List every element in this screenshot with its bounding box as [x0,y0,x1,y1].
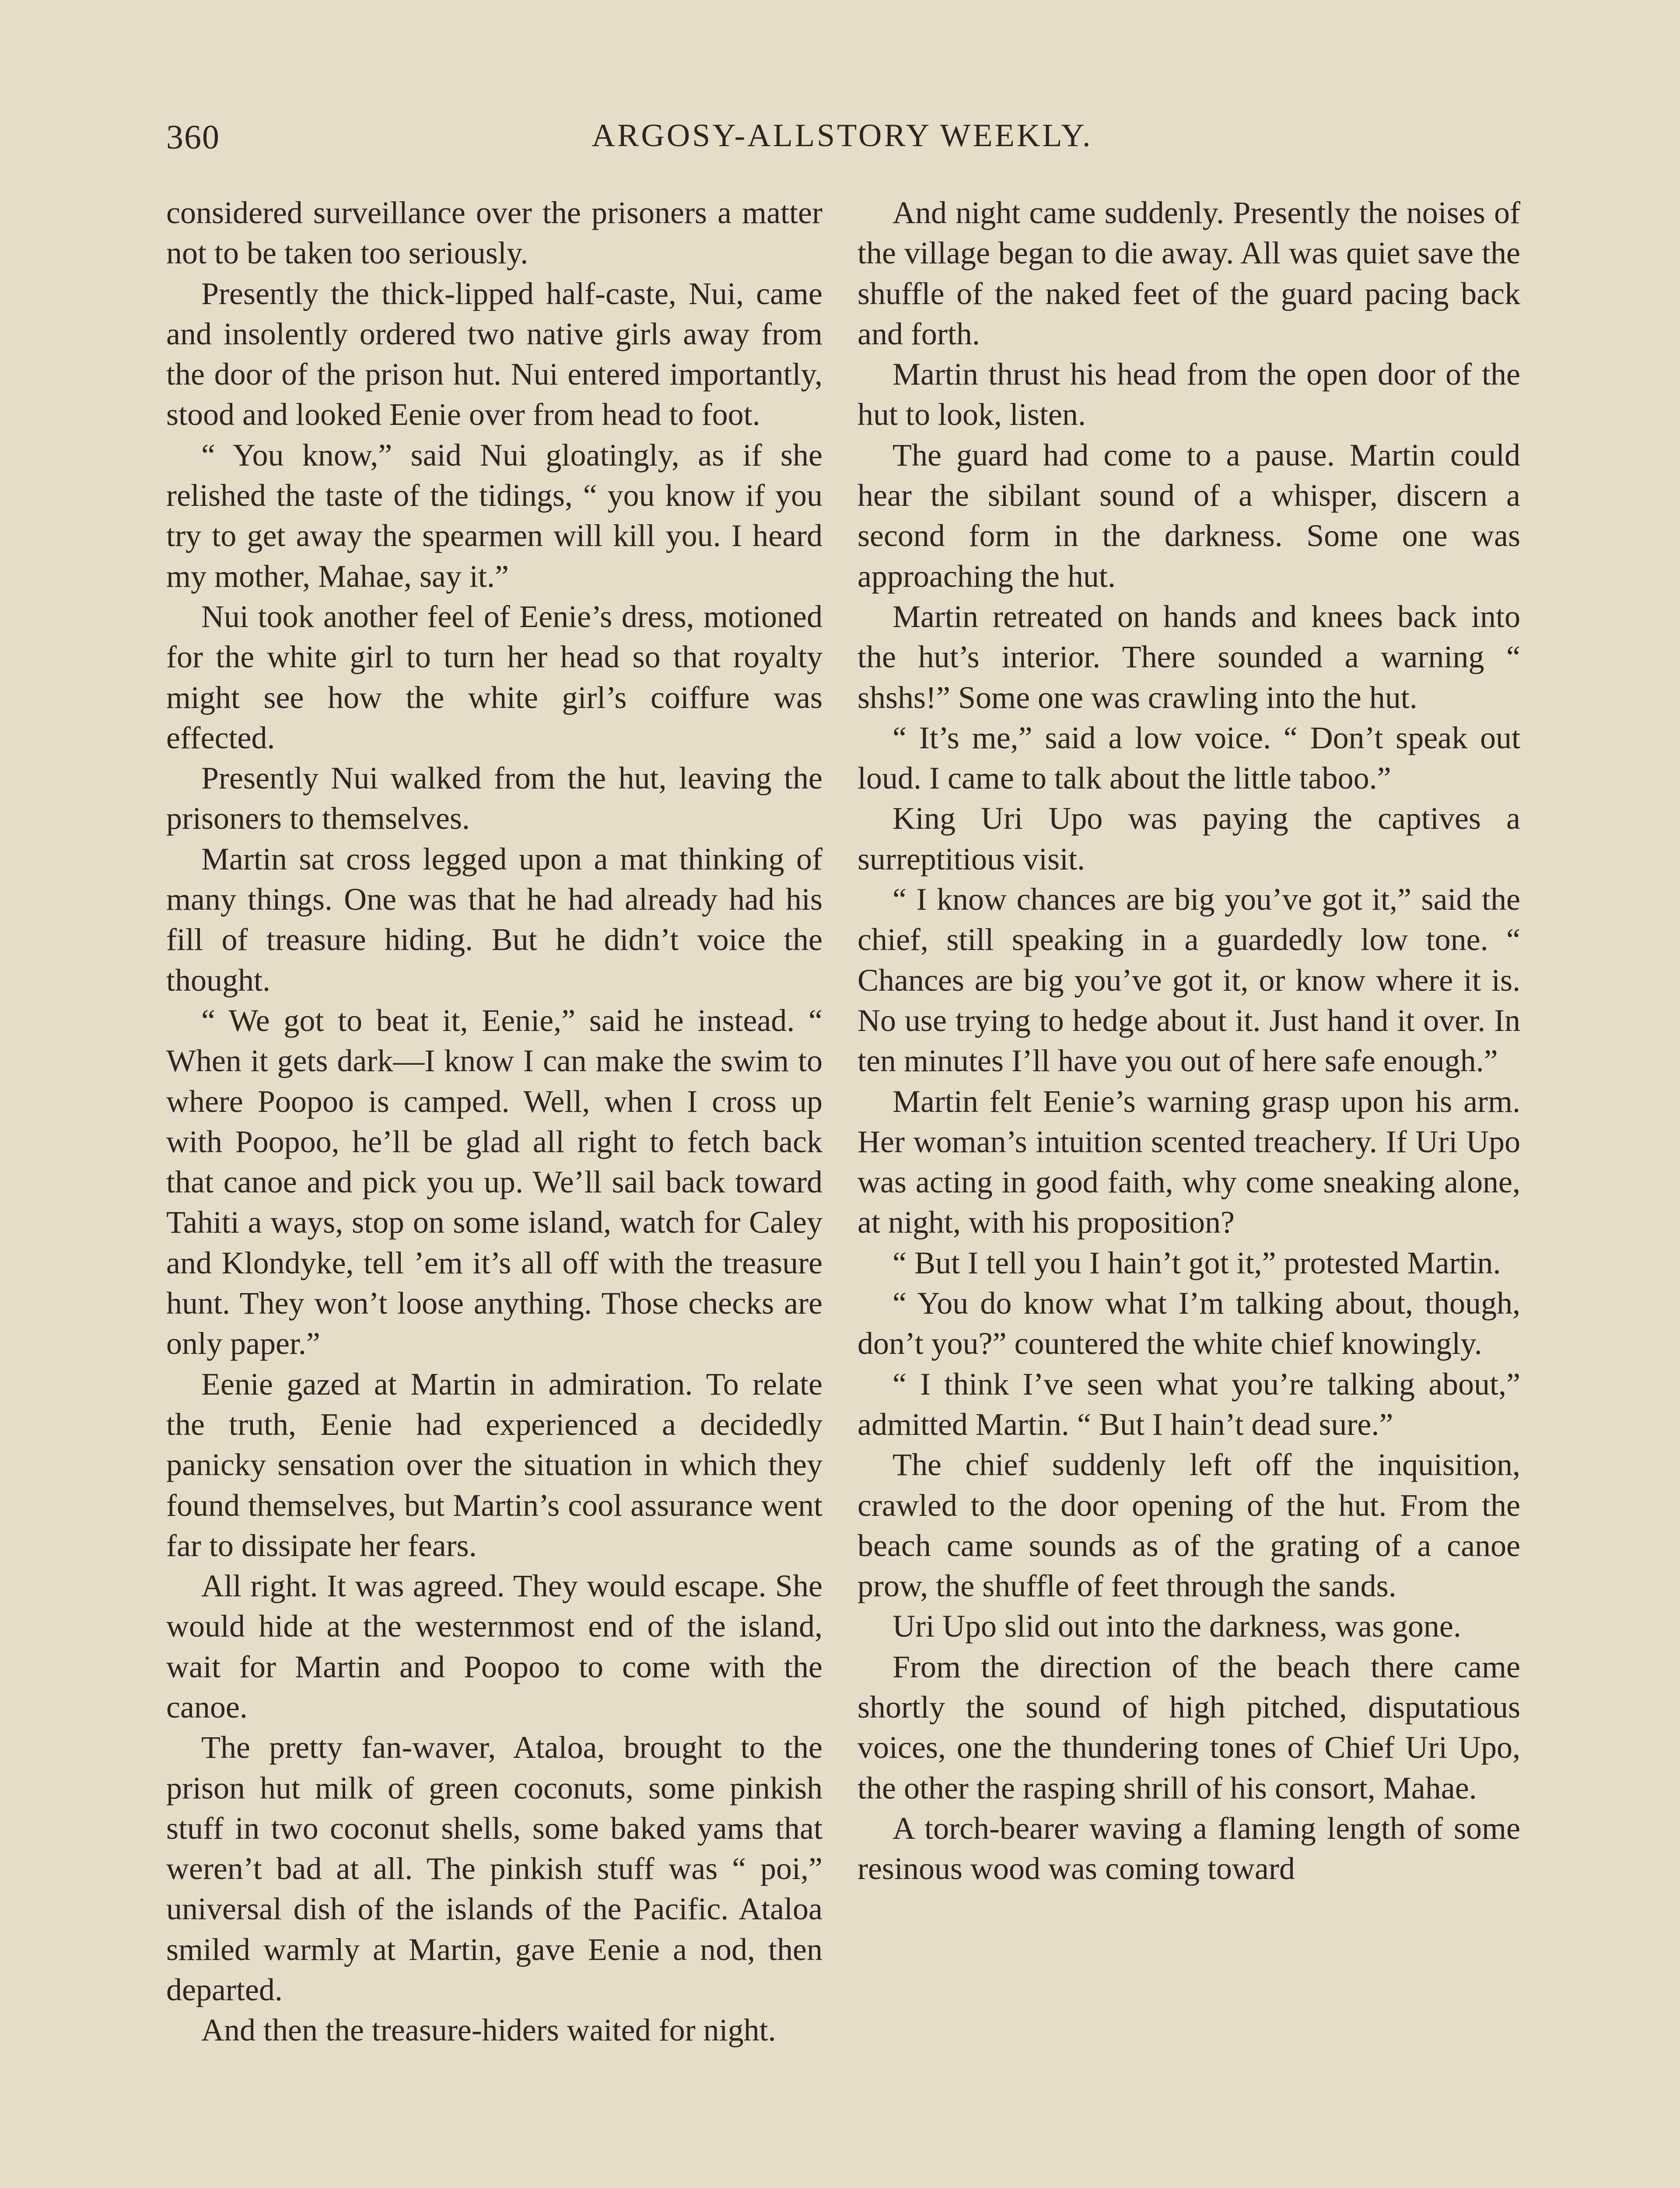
paragraph: And then the treasure-hiders waited for night. [201,2013,776,2048]
left-column [166,193,822,2051]
paragraph: All right. It was agreed. They would escape. She would hide at the westernmost end of the island, wait for Martin and Poopoo to come with the canoe. [166,1568,822,1725]
paragraph: Nui took another feel of Eenie’s dress, motioned for the white girl to turn her head so that royalty might see how the white girl’s coiffure was effected. [166,599,822,755]
paragraph: “ You do know what I’m talking about, though, don’t you?” countered the white chief knowingly. [858,1286,1520,1361]
paragraph: The chief suddenly left off the inquisition, crawled to the door opening of the hut. From the beach came sounds as of the grating of a canoe prow, the shuffle of feet through the sands. [858,1447,1520,1604]
page-number: 360 [166,118,220,156]
page-header [166,117,1518,165]
paragraph: Presently the thick-lipped half-caste, Nui, came and insolently ordered two native girls away from the door of the prison hut. Nui entered importantly, stood and looked Eenie over from head to foot. [166,276,822,432]
paragraph: Martin retreated on hands and knees back into the hut’s interior. There sounded a warning “ shshs!” Some one was crawling into the hut. [858,599,1520,715]
paragraph: “ You know,” said Nui gloatingly, as if she relished the taste of the tidings, “ you know if you try to get away the spearmen will kill you. I heard my mother, Mahae, say it.” [166,437,822,594]
paragraph: From the direction of the beach there came shortly the sound of high pitched, disputatious voices, one the thundering tones of Chief Uri Upo, the other the rasping shrill of his consort, Mahae. [858,1649,1520,1806]
paragraph: And night came suddenly. Presently the noises of the village began to die away. All was quiet save the shuffle of the naked feet of the guard pacing back and forth. [858,195,1520,351]
paragraph: The pretty fan-waver, Ataloa, brought to the prison hut milk of green coconuts, some pinkish stuff in two coconut shells, some baked yams that weren’t bad at all. The pinkish stuff was “ poi,” universal dish of the islands of the Pacific. Ataloa smiled warmly at Martin, gave Eenie a nod, then departed. [166,1730,822,2008]
paragraph: “ But I tell you I hain’t got it,” protested Martin. [892,1245,1501,1280]
paragraph: The guard had come to a pause. Martin could hear the sibilant sound of a whisper, discern a second form in the darkness. Some one was approaching the hut. [858,437,1520,594]
paragraph: Eenie gazed at Martin in admiration. To relate the truth, Eenie had experienced a decidedly panicky sensation over the situation in which they found themselves, but Martin’s cool assurance went far to dissipate her fears. [166,1366,822,1563]
paragraph: Martin sat cross legged upon a mat thinking of many things. One was that he had already had his fill of treasure hiding. But he didn’t voice the thought. [166,841,822,998]
paragraph: considered surveillance over the prisoners a matter not to be taken too seriously. [166,195,822,271]
paragraph: Presently Nui walked from the hut, leaving the prisoners to themselves. [166,761,822,836]
paragraph: “ I think I’ve seen what you’re talking about,” admitted Martin. “ But I hain’t dead sure.” [858,1366,1520,1442]
running-title: ARGOSY-ALLSTORY WEEKLY. [592,118,1093,154]
paragraph: Martin thrust his head from the open door of the hut to look, listen. [858,357,1520,432]
paragraph: “ I know chances are big you’ve got it,” said the chief, still speaking in a guardedly low tone. “ Chances are big you’ve got it, or know where it is. No use trying to hedge about it. Just hand it over. In ten minutes I’ll have you out of here safe enough.” [858,882,1520,1079]
paragraph: “ We got to beat it, Eenie,” said he instead. “ When it gets dark—I know I can make the swim to where Poopoo is camped. Well, when I cross up with Poopoo, he’ll be glad all right to fetch back that canoe and pick you up. We’ll sail back toward Tahiti a ways, stop on some island, watch for Caley and Klondyke, tell ’em it’s all off with the treasure hunt. They won’t loose anything. Those checks are only paper.” [166,1003,822,1361]
right-column [858,193,1520,1889]
paragraph: “ It’s me,” said a low voice. “ Don’t speak out loud. I came to talk about the little taboo.” [858,720,1520,796]
paragraph: King Uri Upo was paying the captives a surreptitious visit. [858,801,1520,877]
paragraph: Martin felt Eenie’s warning grasp upon his arm. Her woman’s intuition scented treachery. If Uri Upo was acting in good faith, why come sneaking alone, at night, with his proposition? [858,1083,1520,1240]
paragraph: A torch-bearer waving a flaming length of some resinous wood was coming toward [858,1810,1520,1886]
paragraph: Uri Upo slid out into the darkness, was gone. [892,1609,1461,1644]
